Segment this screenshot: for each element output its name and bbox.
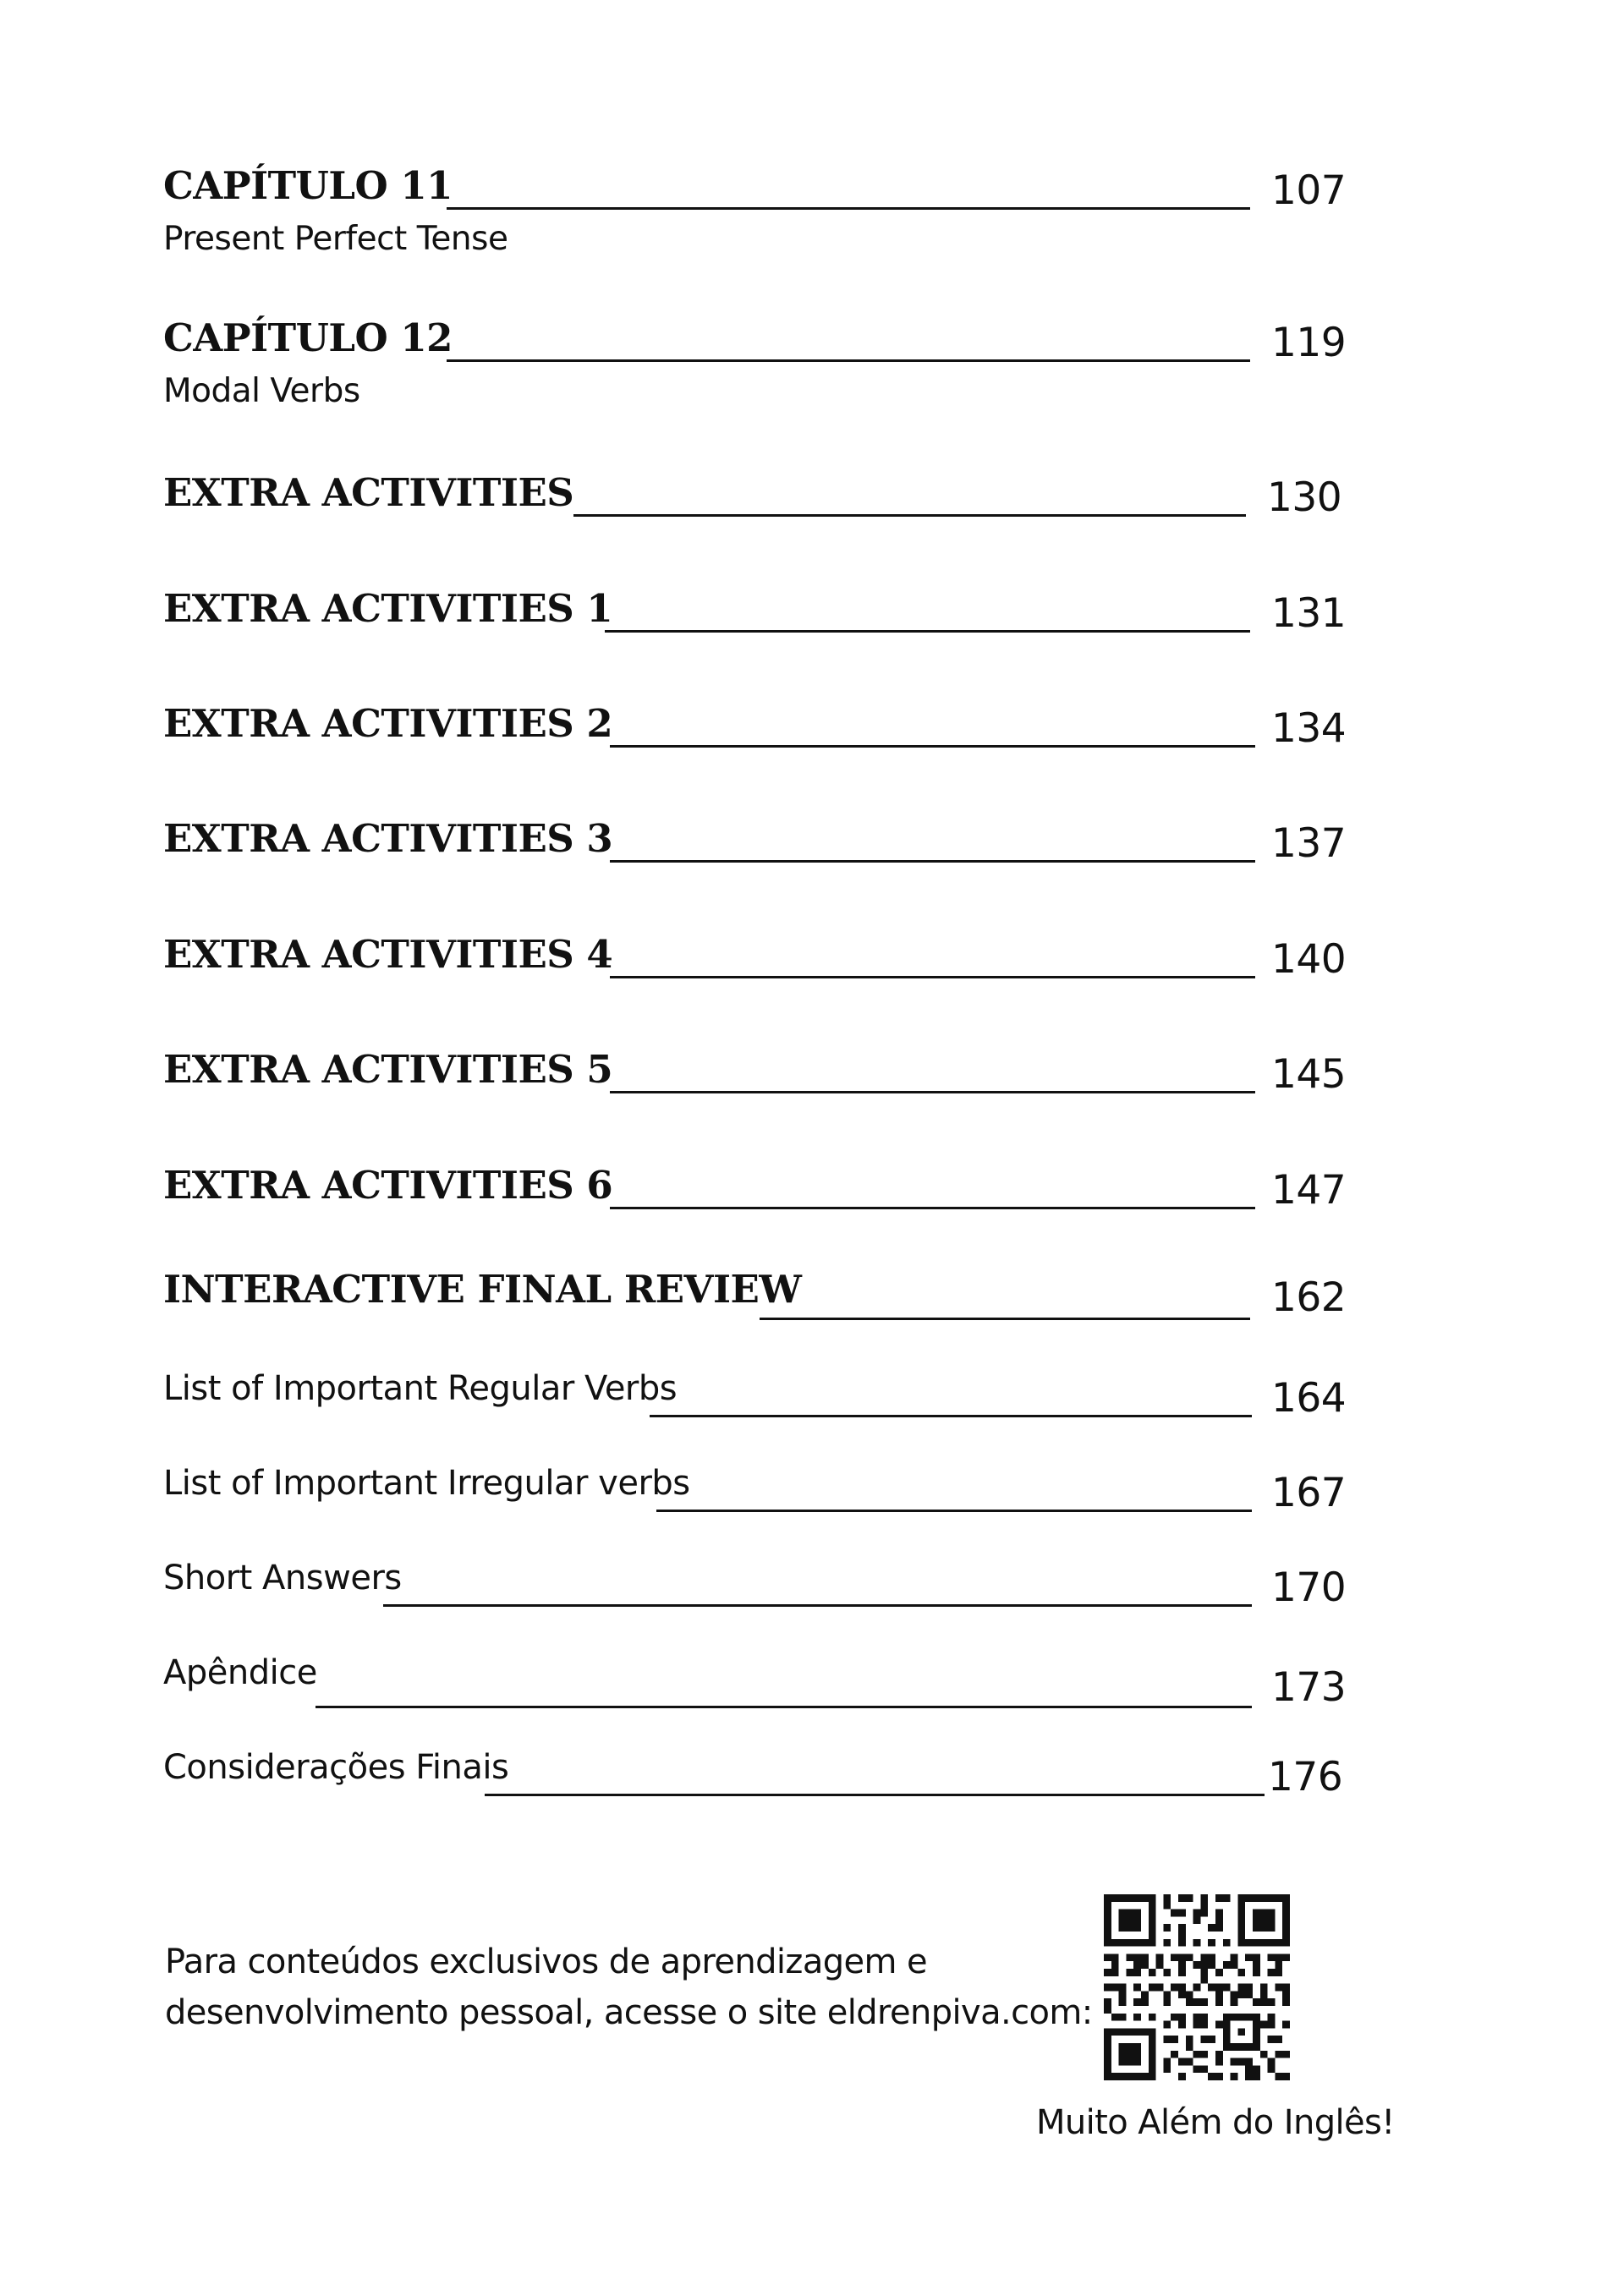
toc-leader-line xyxy=(760,1318,1250,1320)
toc-entry-page: 170 xyxy=(1271,1564,1347,1611)
toc-entry-page: 137 xyxy=(1271,820,1347,867)
toc-entry-extra-activities[interactable] xyxy=(163,468,1343,521)
toc-entry-capitulo-12[interactable] xyxy=(163,313,1347,366)
toc-entry-title: List of Important Irregular verbs xyxy=(163,1464,690,1503)
toc-leader-line xyxy=(573,514,1246,517)
toc-entry-title: List of Important Regular Verbs xyxy=(163,1369,678,1408)
toc-leader-line xyxy=(656,1510,1252,1512)
toc-entry-page: 147 xyxy=(1271,1167,1347,1214)
toc-entry-consideracoes-finais[interactable] xyxy=(163,1742,1343,1800)
toc-entry-page: 167 xyxy=(1271,1470,1347,1516)
toc-leader-line xyxy=(610,1091,1255,1093)
toc-entry-page: 130 xyxy=(1267,474,1342,521)
promo-line-2: desenvolvimento pessoal, acesse o site eldrenpiva.com: xyxy=(165,1993,1093,2032)
toc-leader-line xyxy=(610,1207,1255,1209)
toc-entry-title: Apêndice xyxy=(163,1653,317,1692)
toc-entry-page: 162 xyxy=(1271,1274,1347,1321)
toc-entry-subtitle: Modal Verbs xyxy=(163,372,360,410)
toc-leader-line xyxy=(383,1604,1252,1607)
toc-entry-extra-activities-3[interactable] xyxy=(163,814,1347,867)
promo-line-1: Para conteúdos exclusivos de aprendizagem e xyxy=(165,1943,928,1981)
toc-leader-line xyxy=(610,745,1255,748)
toc-entry-irregular-verbs[interactable] xyxy=(163,1458,1347,1516)
toc-leader-line xyxy=(610,860,1255,863)
toc-entry-title: EXTRA ACTIVITIES 2 xyxy=(163,701,613,746)
toc-entry-page: 176 xyxy=(1268,1754,1343,1800)
toc-leader-line xyxy=(650,1415,1252,1417)
toc-entry-extra-activities-5[interactable] xyxy=(163,1044,1347,1098)
toc-entry-title: EXTRA ACTIVITIES 1 xyxy=(163,586,613,631)
toc-entry-page: 107 xyxy=(1271,167,1347,214)
toc-entry-title: EXTRA ACTIVITIES 6 xyxy=(163,1163,613,1208)
toc-entry-title: EXTRA ACTIVITIES 4 xyxy=(163,932,613,977)
toc-leader-line xyxy=(485,1794,1265,1796)
toc-entry-title: Considerações Finais xyxy=(163,1748,509,1787)
toc-entry-title: CAPÍTULO 12 xyxy=(163,315,453,360)
tagline: Muito Além do Inglês! xyxy=(1036,2103,1395,2142)
toc-leader-line xyxy=(610,976,1255,978)
toc-entry-title: EXTRA ACTIVITIES 3 xyxy=(163,816,613,861)
toc-entry-extra-activities-4[interactable] xyxy=(163,929,1347,983)
toc-entry-subtitle: Present Perfect Tense xyxy=(163,220,508,258)
toc-leader-line xyxy=(315,1706,1252,1708)
toc-entry-page: 140 xyxy=(1271,936,1347,983)
toc-entry-title: CAPÍTULO 11 xyxy=(163,163,453,208)
toc-entry-title: EXTRA ACTIVITIES 5 xyxy=(163,1047,613,1092)
toc-entry-title: EXTRA ACTIVITIES xyxy=(163,470,574,515)
toc-entry-page: 119 xyxy=(1271,320,1347,366)
toc-entry-capitulo-11[interactable] xyxy=(163,161,1347,214)
promo-text xyxy=(165,1937,1093,2038)
toc-entry-extra-activities-1[interactable] xyxy=(163,584,1347,637)
toc-entry-apendice[interactable] xyxy=(163,1647,1347,1711)
toc-entry-page: 134 xyxy=(1271,705,1347,752)
toc-entry-short-answers[interactable] xyxy=(163,1553,1347,1611)
toc-entry-page: 145 xyxy=(1271,1051,1347,1098)
toc-entry-interactive-final-review[interactable] xyxy=(163,1264,1347,1321)
toc-leader-line xyxy=(447,359,1250,362)
toc-entry-extra-activities-6[interactable] xyxy=(163,1160,1347,1214)
toc-entry-page: 131 xyxy=(1271,590,1347,637)
toc-leader-line xyxy=(605,630,1250,633)
toc-entry-extra-activities-2[interactable] xyxy=(163,699,1347,752)
toc-leader-line xyxy=(447,207,1250,210)
toc-entry-regular-verbs[interactable] xyxy=(163,1363,1347,1422)
toc-entry-title: Short Answers xyxy=(163,1559,402,1597)
qr-code-icon[interactable] xyxy=(1104,1894,1290,2080)
toc-entry-page: 173 xyxy=(1271,1664,1347,1711)
toc-entry-title: INTERACTIVE FINAL REVIEW xyxy=(163,1267,802,1312)
toc-entry-page: 164 xyxy=(1271,1375,1347,1422)
